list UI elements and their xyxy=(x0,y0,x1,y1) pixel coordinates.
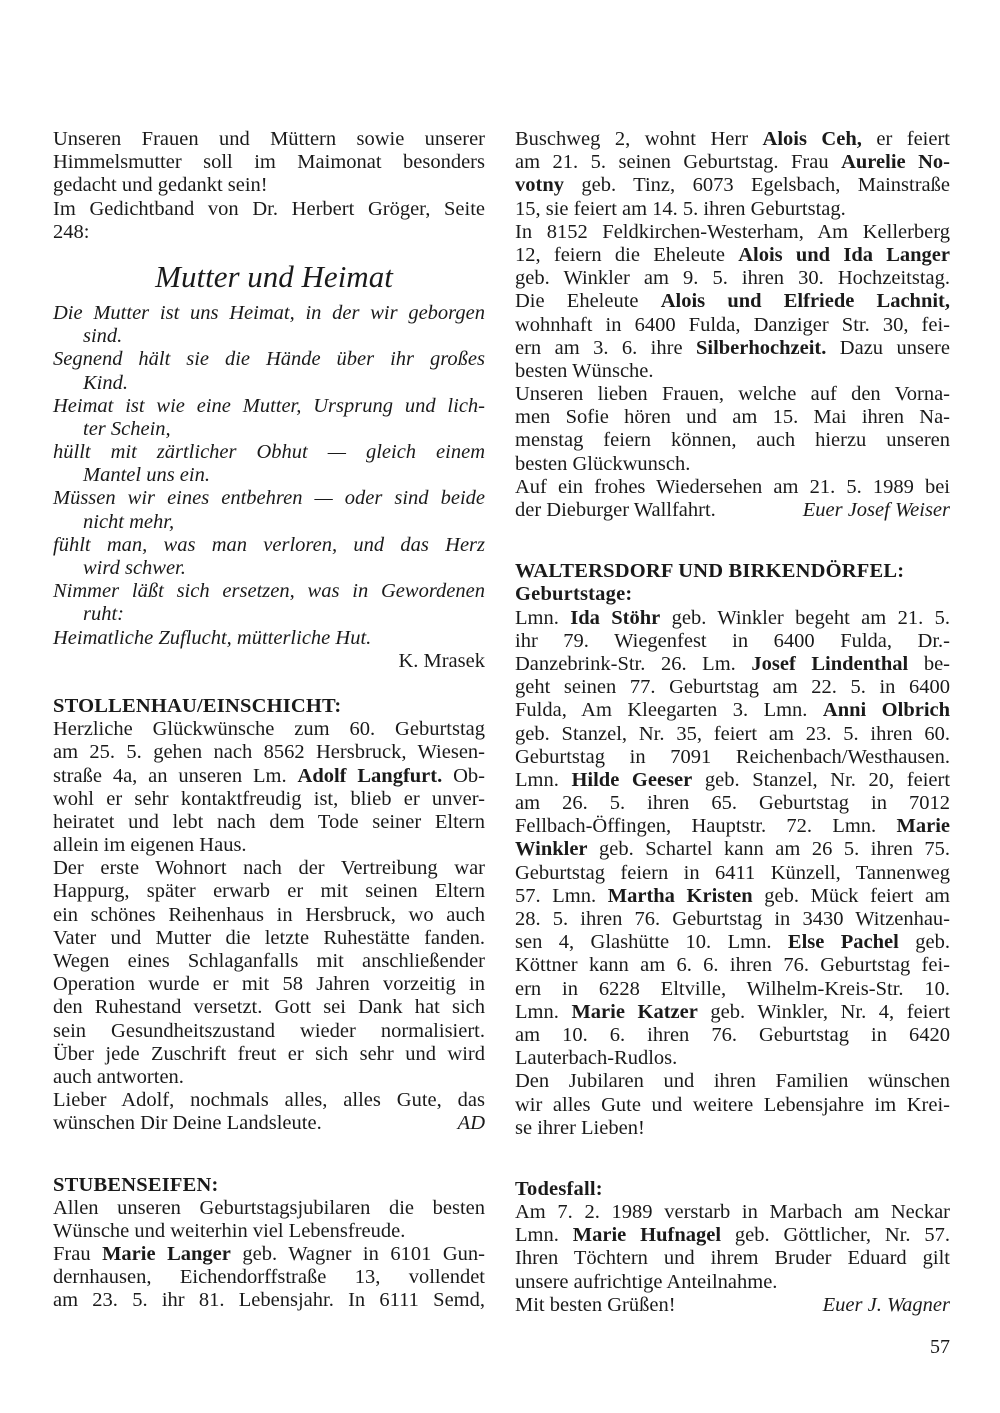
text-line xyxy=(53,718,485,741)
section-heading-stollenhau: STOLLENHAU/EINSCHICHT: xyxy=(53,694,342,717)
text-line xyxy=(515,360,950,383)
bold-name: Alois Ceh, xyxy=(762,128,862,150)
text-line xyxy=(53,741,485,764)
text-run: Die Mutter ist uns Heimat, in der wir geborgen xyxy=(53,301,485,324)
text-run: se ihrer Lieben! xyxy=(515,1116,645,1139)
text-line xyxy=(515,1201,950,1224)
text-line xyxy=(53,811,485,834)
text-run: besten Wünsche. xyxy=(515,359,654,382)
text-line xyxy=(515,908,950,931)
text-line xyxy=(53,1066,485,1089)
bold-name: Hilde Geeser xyxy=(571,768,693,791)
text-run: Vater und Mutter die letzte Ruhestätte fanden. xyxy=(53,926,485,949)
text-line xyxy=(515,723,950,746)
text-line xyxy=(515,1271,950,1294)
text-line xyxy=(53,325,485,348)
text-run: allein im eigenen Haus. xyxy=(53,834,247,857)
text-run: Müssen wir eines entbehren — oder sind beide xyxy=(53,487,485,510)
text-run: nicht mehr, xyxy=(83,510,175,533)
text-line xyxy=(515,954,950,977)
text-run: Kind. xyxy=(83,371,128,394)
text-line xyxy=(53,904,485,927)
text-line xyxy=(53,996,485,1019)
text-line xyxy=(53,198,485,221)
text-run: sen 4, Glashütte 10. Lmn. xyxy=(515,931,788,954)
text-run: Am 7. 2. 1989 verstarb in Marbach am Neckar xyxy=(515,1201,950,1224)
text-line xyxy=(515,815,950,838)
text-run: Ob- xyxy=(442,764,485,787)
section-heading-stubenseifen: STUBENSEIFEN: xyxy=(53,1173,219,1196)
text-run: Wegen eines Schlaganfalls mit anschließender xyxy=(53,950,485,972)
text-line xyxy=(515,151,950,174)
text-line xyxy=(515,1117,950,1140)
text-run: ein schönes Reihenhaus in Hersbruck, wo auch xyxy=(53,903,485,926)
text-line xyxy=(515,267,950,290)
text-run: wir alles Gute und weitere Lebensjahre im Krei- xyxy=(515,1093,950,1116)
text-line xyxy=(515,429,950,452)
text-run: Lmn. xyxy=(515,1000,572,1023)
bold-name: Alois und Ida Langer xyxy=(738,243,950,266)
text-run: Die Eheleute xyxy=(515,290,661,313)
text-run: geb. Stanzel, Nr. 35, feiert am 23. 5. ihren 60. xyxy=(515,722,950,745)
text-run: In 8152 Feldkirchen-Westerham, Am Kellerberg xyxy=(515,220,950,243)
text-line xyxy=(515,746,950,769)
text-run: 15, sie feiert am 14. 5. ihren Geburtstag. xyxy=(515,197,846,220)
text-run: Lieber Adolf, nochmals alles, alles Gute, das xyxy=(53,1089,485,1112)
text-run: geb. Mück feiert am xyxy=(752,884,950,907)
section-heading-waltersdorf: WALTERSDORF UND BIRKENDÖRFEL: xyxy=(515,560,905,583)
text-run: ern am 3. 6. ihre xyxy=(515,336,696,359)
closing-text: wünschen Dir Deine Landsleute. xyxy=(53,1112,322,1135)
text-run: Wünsche und weiterhin viel Lebensfreude. xyxy=(53,1219,406,1242)
poem-author: K. Mrasek xyxy=(398,649,485,672)
waltersdorf-body xyxy=(515,607,950,1140)
bold-name: Marie Hufnagel xyxy=(572,1224,722,1247)
todesfall-closing xyxy=(515,1294,950,1317)
poem-body xyxy=(53,302,485,650)
text-run: Lmn. xyxy=(515,768,572,791)
text-run: am 21. 5. seinen Geburtstag. Frau xyxy=(515,151,842,174)
text-line xyxy=(515,885,950,908)
text-line xyxy=(53,511,485,534)
bold-name: Marie Langer xyxy=(102,1243,231,1266)
bold-name: Aurelie No- xyxy=(841,151,951,174)
text-run: ter Schein, xyxy=(83,417,171,440)
left-column xyxy=(53,128,485,1313)
text-run: Unseren lieben Frauen, welche auf den Vorna- xyxy=(515,383,950,406)
text-line xyxy=(53,1020,485,1043)
text-run: geb. Winkler begeht am 21. 5. xyxy=(660,606,951,629)
text-run: ihr 79. Wiegenfest in 6400 Fulda, Dr.- xyxy=(515,629,950,652)
stollenhau-body xyxy=(53,718,485,1112)
text-run: am 26. 5. ihren 65. Geburtstag in 7012 xyxy=(515,792,950,815)
text-run: besten Glückwunsch. xyxy=(515,452,691,475)
text-run: sein Gesundheitszustand wieder normalisiert. xyxy=(53,1019,485,1042)
text-line xyxy=(53,765,485,788)
text-line xyxy=(515,1024,950,1047)
text-line xyxy=(515,1070,950,1093)
closing-text: Mit besten Grüßen! xyxy=(515,1293,676,1316)
text-run: hüllt mit zärtlicher Obhut — gleich einem xyxy=(53,441,485,464)
text-line xyxy=(515,174,950,197)
text-line xyxy=(53,927,485,950)
text-run: Über jede Zuschrift freut er sich sehr und wird xyxy=(53,1042,485,1065)
text-run: Ihren Töchtern und ihrem Bruder Eduard gilt xyxy=(515,1247,950,1270)
text-line xyxy=(515,931,950,954)
text-run: Nimmer läßt sich ersetzen, was in Gewordenen xyxy=(53,580,485,603)
text-run: Lmn. xyxy=(515,1224,573,1247)
text-run: ern in 6228 Eltville, Wilhelm-Kreis-Str. 10. xyxy=(515,977,950,1000)
bold-name: Adolf Langfurt. xyxy=(297,764,443,787)
text-line xyxy=(53,1289,485,1312)
text-run: wohl er sehr kontaktfreudig ist, blieb er unver- xyxy=(53,787,485,810)
text-line xyxy=(53,128,485,151)
text-line xyxy=(53,221,485,244)
text-line xyxy=(515,128,950,151)
text-run: Köttner kann am 6. 6. ihren 76. Geburtstag fei- xyxy=(515,954,950,977)
text-line xyxy=(515,1001,950,1024)
text-run: be- xyxy=(908,652,950,675)
text-line xyxy=(53,580,485,603)
text-run: geb. Stanzel, Nr. 20, feiert xyxy=(692,768,951,791)
text-line xyxy=(53,1220,485,1243)
text-run: Unseren Frauen und Müttern sowie unserer xyxy=(53,128,485,150)
continuation-body xyxy=(515,128,950,499)
text-line xyxy=(515,1094,950,1117)
text-line xyxy=(515,244,950,267)
todesfall-body xyxy=(515,1201,950,1294)
stubenseifen-body xyxy=(53,1197,485,1313)
text-line xyxy=(53,441,485,464)
text-run: unsere aufrichtige Anteilnahme. xyxy=(515,1270,778,1293)
text-run: Geburtstag feiern in 6411 Künzell, Tannenweg xyxy=(515,861,950,884)
text-run: wird schwer. xyxy=(83,557,186,579)
text-run: Himmelsmutter soll im Maimonat besonders xyxy=(53,151,485,174)
text-line xyxy=(515,769,950,792)
text-run: fühlt man, was man verloren, und das Herz xyxy=(53,533,485,556)
bold-name: votny xyxy=(515,174,564,197)
text-run: Herzliche Glückwünsche zum 60. Geburtstag xyxy=(53,718,485,741)
text-run: Danzebrink-Str. 26. Lm. xyxy=(515,652,752,675)
page-number: 57 xyxy=(930,1336,950,1358)
text-line xyxy=(53,151,485,174)
text-line xyxy=(515,290,950,313)
intro-paragraph xyxy=(53,128,485,244)
text-run: er feiert xyxy=(861,128,950,150)
text-run: am 25. 5. gehen nach 8562 Hersbruck, Wiesen- xyxy=(53,741,485,764)
text-line xyxy=(515,314,950,337)
subheading-geburtstage: Geburtstage: xyxy=(515,583,633,606)
text-run: Fulda, Am Kleegarten 3. Lmn. xyxy=(515,699,823,722)
text-line xyxy=(53,834,485,857)
signature: Euer Josef Weiser xyxy=(802,499,950,521)
text-line xyxy=(53,557,485,580)
text-line xyxy=(53,1243,485,1266)
text-line xyxy=(515,1047,950,1070)
text-line xyxy=(53,973,485,996)
text-run: Im Gedichtband von Dr. Herbert Gröger, Seite xyxy=(53,197,485,220)
text-run: geb. Winkler am 9. 5. ihren 30. Hochzeitstag. xyxy=(515,267,950,290)
text-line xyxy=(515,406,950,429)
text-run: Geburtstag in 7091 Reichenbach/Westhausen. xyxy=(515,745,950,768)
text-run: Operation wurde er mit 58 Jahren vorzeitig in xyxy=(53,973,485,996)
bold-name: Josef Lindenthal xyxy=(751,652,909,675)
text-line xyxy=(515,978,950,1001)
text-run: heiratet und lebt nach dem Tode seiner Eltern xyxy=(53,810,485,833)
text-line xyxy=(515,337,950,360)
text-run: Segnend hält sie die Hände über ihr großes xyxy=(53,348,485,371)
bold-name: Else Pachel xyxy=(787,931,899,954)
text-run: Fellbach-Öffingen, Hauptstr. 72. Lmn. xyxy=(515,815,897,838)
text-line xyxy=(53,788,485,811)
text-run: ruht: xyxy=(83,603,124,626)
text-line xyxy=(515,838,950,861)
text-line xyxy=(515,453,950,476)
text-line xyxy=(515,630,950,653)
text-run: menstag feiern können, auch hierzu unseren xyxy=(515,429,950,452)
text-run: geb. Tinz, 6073 Egelsbach, Mainstraße xyxy=(563,174,950,197)
text-run: Lauterbach-Rudlos. xyxy=(515,1047,678,1070)
continuation-closing xyxy=(515,499,950,522)
text-line xyxy=(515,383,950,406)
text-line xyxy=(515,862,950,885)
text-run: Frau xyxy=(53,1243,103,1266)
text-run: Allen unseren Geburtstagsjubilaren die besten xyxy=(53,1196,485,1219)
text-run: Happurg, später erwarb er mit seinen Eltern xyxy=(53,880,485,903)
text-line xyxy=(515,607,950,630)
text-line xyxy=(53,1043,485,1066)
text-run: geb. Winkler, Nr. 4, feiert xyxy=(697,1000,951,1023)
text-run: 248: xyxy=(53,220,90,243)
bold-name: Silberhochzeit. xyxy=(695,336,827,359)
signature: AD xyxy=(457,1112,485,1135)
text-run: gedacht und gedankt sein! xyxy=(53,174,268,197)
text-line xyxy=(53,348,485,371)
text-line xyxy=(53,372,485,395)
text-run: dernhausen, Eichendorffstraße 13, vollendet xyxy=(53,1266,485,1289)
text-run: straße 4a, an unseren Lm. xyxy=(53,764,298,787)
text-line xyxy=(53,627,485,650)
text-line xyxy=(515,792,950,815)
bold-name: Winkler xyxy=(515,838,588,861)
bold-name: Martha Kristen xyxy=(607,884,753,907)
text-run: 57. Lmn. xyxy=(515,884,608,907)
text-run: auch antworten. xyxy=(53,1065,184,1088)
signature: Euer J. Wagner xyxy=(822,1293,950,1316)
text-line xyxy=(53,174,485,197)
bold-name: Anni Olbrich xyxy=(822,699,951,722)
text-line xyxy=(515,699,950,722)
text-line xyxy=(53,1089,485,1112)
text-line xyxy=(53,603,485,626)
text-line xyxy=(53,487,485,510)
text-run: geb. Wagner in 6101 Gun- xyxy=(230,1243,485,1266)
text-run: 12, feiern die Eheleute xyxy=(515,243,739,266)
closing-text: der Dieburger Wallfahrt. xyxy=(515,499,716,521)
poem-title: Mutter und Heimat xyxy=(155,258,393,294)
text-line xyxy=(53,857,485,880)
text-run: sind. xyxy=(83,325,123,348)
text-line xyxy=(53,950,485,973)
text-run: Heimat ist wie eine Mutter, Ursprung und lich- xyxy=(53,394,485,417)
text-line xyxy=(53,534,485,557)
text-run: geb. Göttlicher, Nr. 57. xyxy=(721,1224,950,1247)
text-run: Dazu unsere xyxy=(826,336,950,359)
text-run: geht seinen 77. Geburtstag am 22. 5. in 6400 xyxy=(515,676,950,699)
text-run: Auf ein frohes Wiedersehen am 21. 5. 1989 bei xyxy=(515,475,950,498)
bold-name: Marie xyxy=(896,815,950,838)
text-run: geb. Schartel kann am 26 5. ihren 75. xyxy=(587,838,950,861)
text-line xyxy=(515,476,950,499)
text-line xyxy=(53,464,485,487)
text-run: Buschweg 2, wohnt Herr xyxy=(515,128,763,150)
text-line xyxy=(53,395,485,418)
right-column xyxy=(515,128,950,1317)
text-run: am 10. 6. ihren 76. Geburtstag in 6420 xyxy=(515,1023,950,1046)
text-run: Lmn. xyxy=(515,606,571,629)
text-run: wohnhaft in 6400 Fulda, Danziger Str. 30, fei- xyxy=(515,313,950,336)
text-line xyxy=(515,676,950,699)
text-run: geb. xyxy=(898,931,950,954)
stollenhau-closing xyxy=(53,1112,485,1135)
text-line xyxy=(515,1247,950,1270)
text-line xyxy=(53,1197,485,1220)
section-heading-todesfall: Todesfall: xyxy=(515,1177,603,1200)
text-line xyxy=(53,880,485,903)
text-line xyxy=(515,198,950,221)
text-run: den Ruhestand versetzt. Gott sei Dank hat sich xyxy=(53,996,485,1019)
bold-name: Ida Stöhr xyxy=(570,606,661,629)
text-line xyxy=(515,1224,950,1247)
text-line xyxy=(53,1266,485,1289)
text-line xyxy=(515,653,950,676)
text-line xyxy=(515,221,950,244)
text-line xyxy=(53,302,485,325)
text-line xyxy=(53,418,485,441)
bold-name: Alois und Elfriede Lachnit, xyxy=(660,290,951,313)
text-run: 28. 5. ihren 76. Geburtstag in 3430 Witzenhau- xyxy=(515,908,950,930)
text-run: Den Jubilaren und ihren Familien wünschen xyxy=(515,1070,950,1093)
text-run: Heimatliche Zuflucht, mütterliche Hut. xyxy=(53,626,372,649)
text-run: Mantel uns ein. xyxy=(83,464,210,487)
text-run: Der erste Wohnort nach der Vertreibung war xyxy=(53,857,485,880)
bold-name: Marie Katzer xyxy=(571,1000,698,1023)
text-run: men Sofie hören und am 15. Mai ihren Na- xyxy=(515,406,950,429)
text-run: am 23. 5. ihr 81. Lebensjahr. In 6111 Semd, xyxy=(53,1289,485,1312)
